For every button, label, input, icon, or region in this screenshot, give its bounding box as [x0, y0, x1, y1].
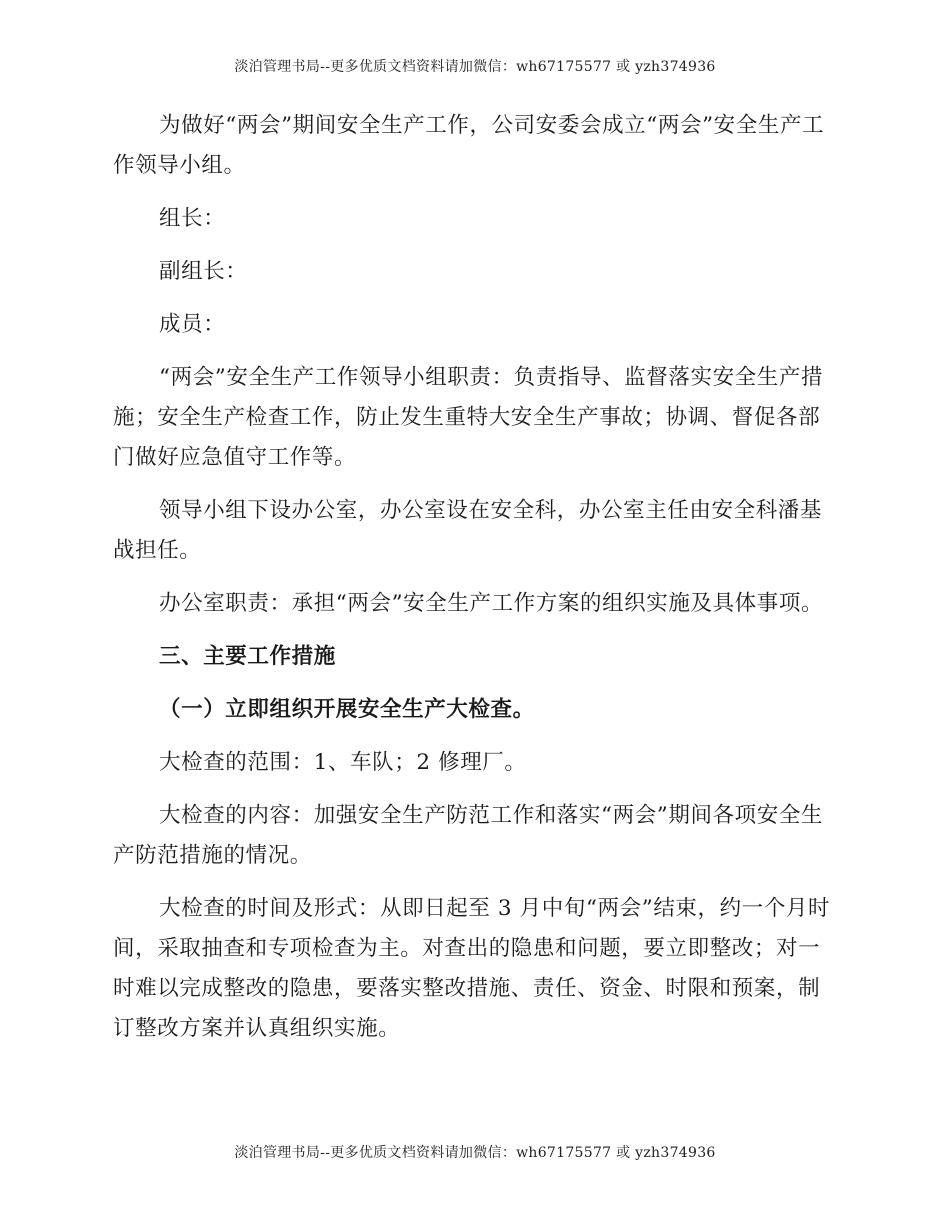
document-body — [113, 106, 835, 1049]
paragraph-inspection-content: 大检查的内容：加强安全生产防范工作和落实“两会”期间各项安全生产防范措施的情况。 — [113, 803, 824, 868]
page-header: 淡泊管理书局--更多优质文档资料请加微信：wh67175577 或 yzh374936 — [234, 59, 716, 75]
section-heading: 三、主要工作措施 — [159, 644, 336, 669]
page-footer: 淡泊管理书局--更多优质文档资料请加微信：wh67175577 或 yzh374936 — [234, 1145, 716, 1161]
paragraph-office-duties: 办公室职责：承担“两会”安全生产工作方案的组织实施及具体事项。 — [159, 591, 824, 616]
paragraph-intro: 为做好“两会”期间安全生产工作，公司安委会成立“两会”安全生产工作领导小组。 — [113, 113, 825, 178]
paragraph-deputy-leader: 副组长： — [159, 259, 248, 284]
paragraph-inspection-scope: 大检查的范围：1、车队；2 修理厂。 — [159, 750, 527, 775]
paragraph-office: 领导小组下设办公室，办公室设在安全科，办公室主任由安全科潘基战担任。 — [113, 498, 823, 563]
subsection-heading: （一）立即组织开展安全生产大检查。 — [159, 697, 535, 722]
paragraph-members: 成员： — [159, 312, 226, 337]
paragraph-group-duties: “两会”安全生产工作领导小组职责：负责指导、监督落实安全生产措施；安全生产检查工作，防止发生重特大安全生产事故；协调、督促各部门做好应急值守工作等。 — [113, 365, 824, 470]
paragraph-leader: 组长： — [159, 206, 226, 231]
paragraph-inspection-time: 大检查的时间及形式：从即日起至 3 月中旬“两会”结束，约一个月时间，采取抽查和专项检查为主。对查出的隐患和问题，要立即整改；对一时难以完成整改的隐患，要落实整改措施、责任、资金、时限和预案，制订整改方案并认真组织实施。 — [113, 896, 831, 1041]
